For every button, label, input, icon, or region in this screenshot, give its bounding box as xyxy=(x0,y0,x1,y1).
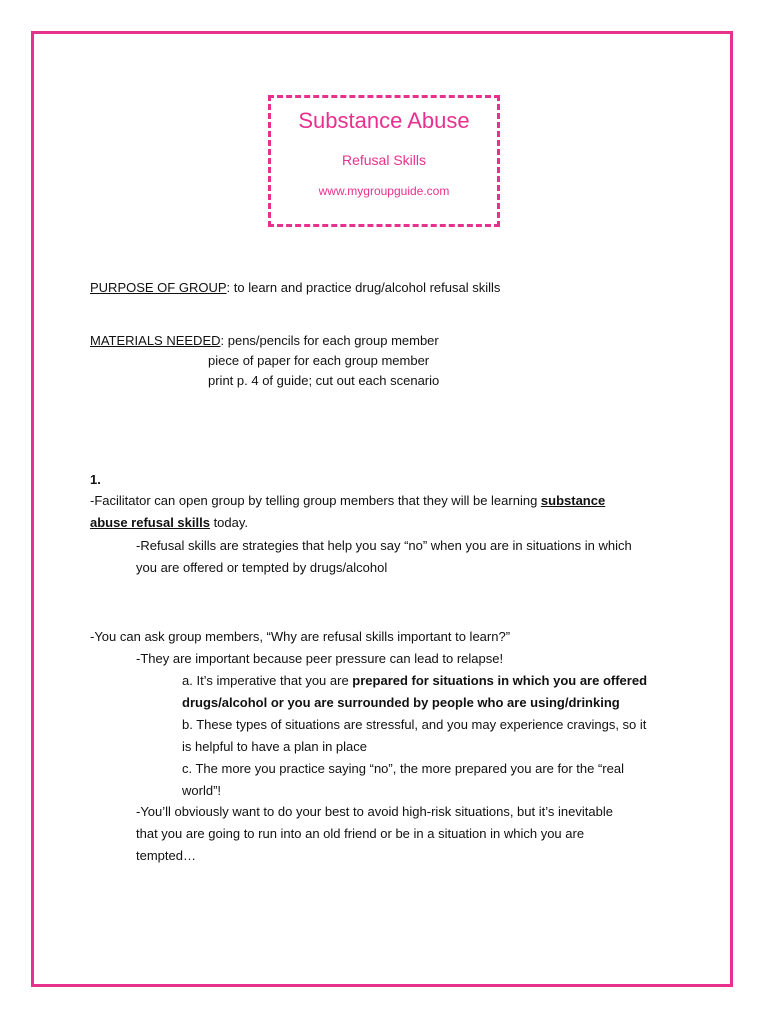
definition-line: you are offered or tempted by drugs/alcohol xyxy=(136,560,388,575)
title-box xyxy=(268,95,500,227)
purpose-label: PURPOSE OF GROUP xyxy=(90,280,227,295)
website-link[interactable]: www.mygroupguide.com xyxy=(318,184,450,198)
materials-item: print p. 4 of guide; cut out each scenario xyxy=(208,373,440,388)
materials-label: MATERIALS NEEDED xyxy=(90,333,221,348)
avoid-line: tempted… xyxy=(136,848,196,863)
point-a-line xyxy=(182,670,647,691)
intro-text: today. xyxy=(209,515,249,530)
importance-line: -They are important because peer pressure can lead to relapse! xyxy=(136,651,504,666)
intro-bold-text: substance xyxy=(540,493,606,508)
avoid-line: that you are going to run into an old friend or be in a situation in which you are xyxy=(136,826,585,841)
question-line: -You can ask group members, “Why are refusal skills important to learn?” xyxy=(90,629,511,644)
section-number: 1. xyxy=(90,472,101,487)
materials-item: : pens/pencils for each group member xyxy=(220,333,439,348)
document-subtitle: Refusal Skills xyxy=(341,152,427,168)
intro-line xyxy=(90,490,605,511)
materials-item: piece of paper for each group member xyxy=(208,353,430,368)
point-c-line: c. The more you practice saying “no”, the more prepared you are for the “real xyxy=(182,761,624,776)
point-a-bold-line: drugs/alcohol or you are surrounded by people who are using/drinking xyxy=(182,695,620,710)
avoid-line: -You’ll obviously want to do your best to avoid high-risk situations, but it’s inevitable xyxy=(136,804,613,819)
purpose-line xyxy=(90,277,500,298)
point-b-line: b. These types of situations are stressful, and you may experience cravings, so it xyxy=(182,717,647,732)
intro-text: -Facilitator can open group by telling group members that they will be learning xyxy=(90,493,541,508)
definition-line: -Refusal skills are strategies that help you say “no” when you are in situations in which xyxy=(136,538,632,553)
document-title: Substance Abuse xyxy=(298,108,470,133)
point-a-text: a. It’s imperative that you are xyxy=(182,673,353,688)
purpose-text: : to learn and practice drug/alcohol refusal skills xyxy=(226,280,501,295)
point-c-line: world”! xyxy=(182,783,222,798)
intro-line-2 xyxy=(90,512,248,533)
intro-bold-text: abuse refusal skills xyxy=(90,515,210,530)
point-a-bold: prepared for situations in which you are offered xyxy=(352,673,648,688)
point-b-line: is helpful to have a plan in place xyxy=(182,739,368,754)
materials-line xyxy=(90,330,439,351)
